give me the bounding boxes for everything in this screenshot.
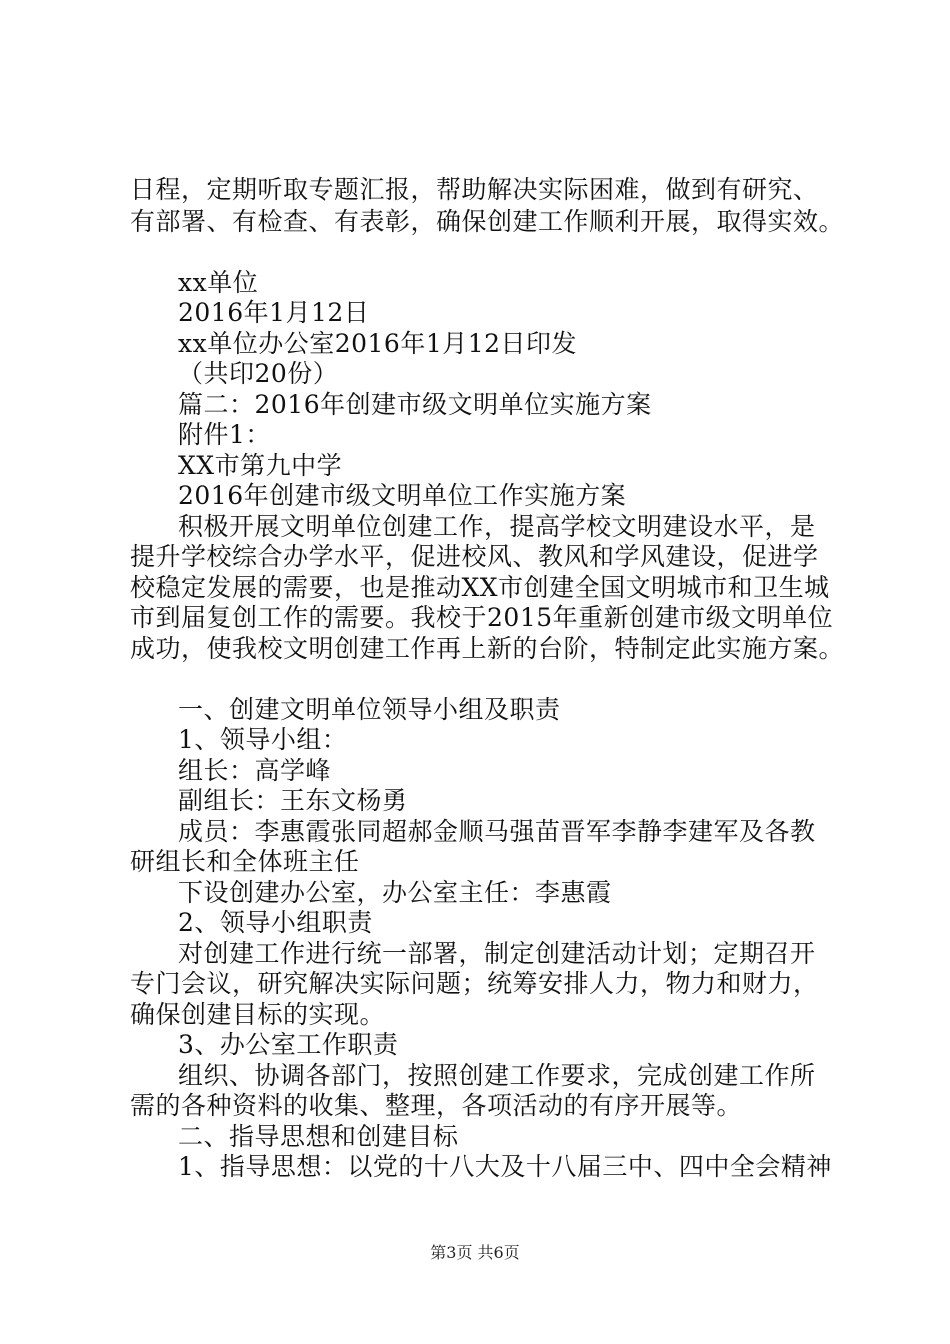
- body-text-line: 1、指导思想：以党的十八大及十八届三中、四中全会精神: [178, 1152, 832, 1181]
- copies-line: （共印20份）: [178, 359, 339, 388]
- body-text-line: 成功，使我校文明创建工作再上新的台阶，特制定此实施方案。: [130, 634, 845, 663]
- body-text-line: 组织、协调各部门，按照创建工作要求，完成创建工作所: [178, 1061, 816, 1090]
- issuer-line: xx单位: [178, 268, 259, 297]
- heading-line: 二、指导思想和创建目标: [178, 1122, 459, 1151]
- body-text-line: 专门会议，研究解决实际问题；统筹安排人力，物力和财力，: [130, 969, 819, 998]
- heading-line: 一、创建文明单位领导小组及职责: [178, 695, 561, 724]
- body-text-line: 校稳定发展的需要，也是推动XX市创建全国文明城市和卫生城: [130, 573, 830, 602]
- body-text-line: 积极开展文明单位创建工作，提高学校文明建设水平，是: [178, 512, 816, 541]
- attachment-label: 附件1：: [178, 420, 271, 449]
- body-text-line: 副组长：王东文杨勇: [178, 786, 408, 815]
- issued-by-line: xx单位办公室2016年1月12日印发: [178, 329, 578, 358]
- body-text-line: 下设创建办公室，办公室主任：李惠霞: [178, 878, 612, 907]
- subheading-line: 2、领导小组职责: [178, 908, 373, 937]
- body-text-line: 成员：李惠霞张同超郝金顺马强苗晋军李静李建军及各教: [178, 817, 816, 846]
- page-footer: 第3页 共6页: [430, 1243, 520, 1262]
- body-text-line: 对创建工作进行统一部署，制定创建活动计划；定期召开: [178, 939, 816, 968]
- subheading-line: 3、办公室工作职责: [178, 1030, 399, 1059]
- body-text-line: 市到届复创工作的需要。我校于2015年重新创建市级文明单位: [130, 603, 834, 632]
- body-text-line: 组长：高学峰: [178, 756, 332, 785]
- subheading-line: 1、领导小组：: [178, 725, 348, 754]
- body-text-line: 日程，定期听取专题汇报，帮助解决实际困难，做到有研究、: [130, 175, 819, 204]
- body-text-line: 有部署、有检查、有表彰，确保创建工作顺利开展，取得实效。: [130, 207, 845, 236]
- plan-title: 2016年创建市级文明单位工作实施方案: [178, 481, 627, 510]
- body-text-line: 提升学校综合办学水平，促进校风、教风和学风建设，促进学: [130, 542, 819, 571]
- body-text-line: 需的各种资料的收集、整理，各项活动的有序开展等。: [130, 1091, 743, 1120]
- date-line: 2016年1月12日: [178, 298, 370, 327]
- body-text-line: 研组长和全体班主任: [130, 847, 360, 876]
- section-title: 篇二：2016年创建市级文明单位实施方案: [178, 390, 652, 419]
- school-name: XX市第九中学: [178, 451, 343, 480]
- body-text-line: 确保创建目标的实现。: [130, 1000, 386, 1029]
